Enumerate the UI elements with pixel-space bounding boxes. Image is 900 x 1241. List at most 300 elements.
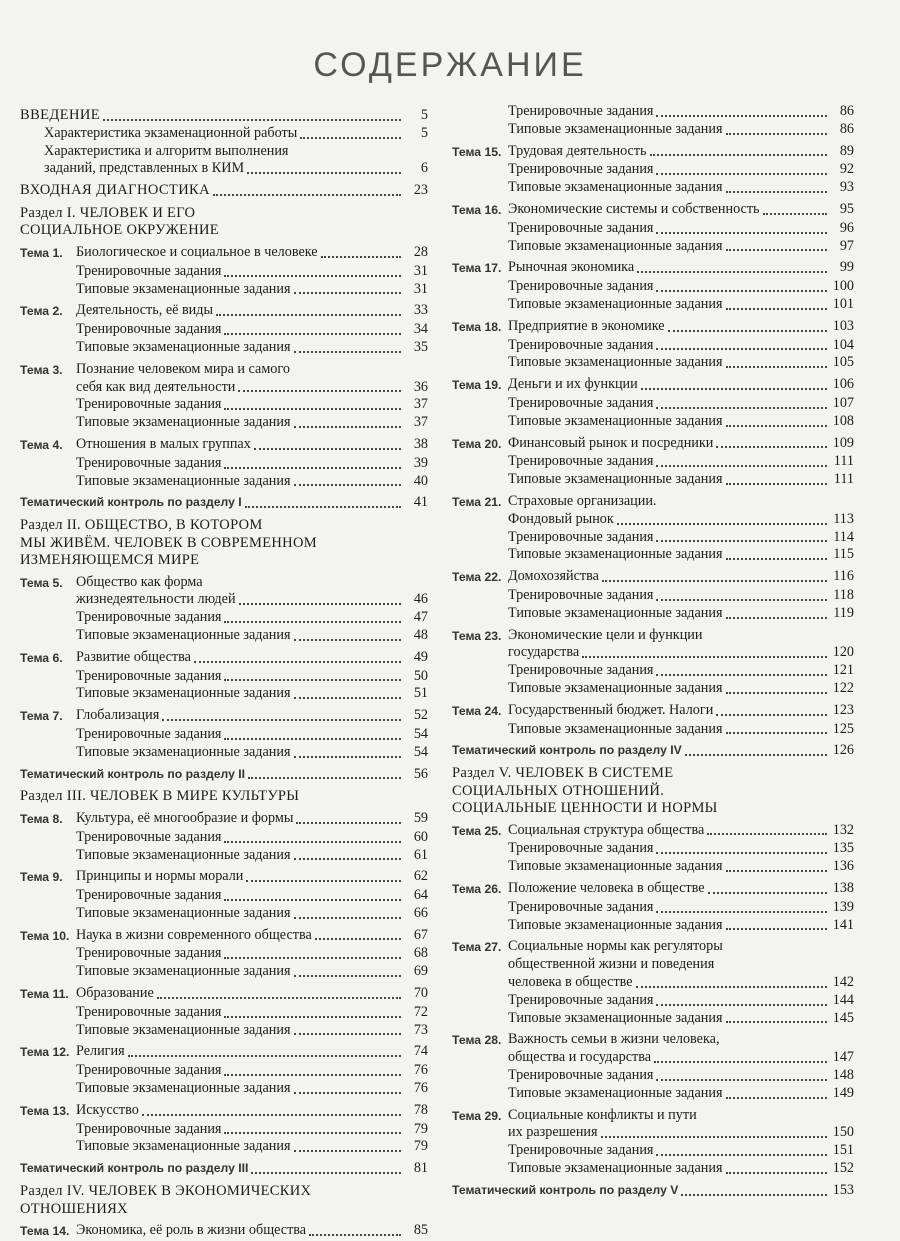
toc-subentry[interactable] — [452, 161, 854, 179]
toc-topic-entry[interactable] — [452, 201, 854, 220]
toc-subentry[interactable] — [452, 899, 854, 917]
toc-subentry[interactable] — [452, 1010, 854, 1028]
toc-subentry[interactable] — [20, 627, 428, 645]
dot-leader — [708, 892, 828, 894]
dot-leader — [315, 938, 401, 940]
entry-title: Типовые экзаменационные задания — [508, 295, 723, 312]
toc-subentry[interactable] — [452, 278, 854, 296]
entry-body — [508, 395, 854, 413]
entry-line — [508, 1049, 854, 1067]
entry-title: Тренировочные задания — [76, 396, 222, 413]
toc-topic-entry[interactable] — [20, 574, 428, 610]
toc-subentry[interactable] — [452, 471, 854, 489]
page-number: 67 — [413, 926, 428, 943]
page-number: 107 — [832, 394, 854, 411]
dot-leader — [650, 154, 827, 156]
entry-body — [508, 471, 854, 489]
entry-line — [508, 296, 854, 314]
page-number: 120 — [832, 644, 854, 661]
page-number: 40 — [413, 472, 428, 489]
toc-subentry[interactable] — [452, 546, 854, 564]
entry-title: Тренировочные задания — [508, 336, 654, 353]
page-number: 126 — [832, 742, 854, 759]
toc-subentry[interactable] — [20, 455, 428, 473]
page-title: СОДЕРЖАНИЕ — [313, 46, 587, 84]
entry-body — [76, 281, 428, 299]
entry-body — [508, 1160, 854, 1178]
dot-leader — [656, 599, 827, 601]
dot-leader — [254, 448, 401, 450]
entry-body — [76, 847, 428, 865]
topic-number: Тема 2. — [20, 304, 63, 319]
entry-line — [76, 414, 428, 432]
toc-subentry[interactable] — [452, 103, 854, 121]
entry-line — [76, 379, 428, 397]
topic-number: Тема 25. — [452, 823, 502, 838]
page-number: 85 — [413, 1222, 428, 1239]
toc-subentry[interactable] — [20, 321, 428, 339]
dot-leader — [726, 1021, 828, 1023]
entry-line — [508, 680, 854, 698]
toc-subentry[interactable] — [452, 354, 854, 372]
page-number: 104 — [832, 336, 854, 353]
entry-title: Тематический контроль по разделу III — [20, 1161, 249, 1176]
entry-body — [508, 721, 854, 739]
topic-number: Тема 10. — [20, 928, 70, 943]
page-number: 99 — [839, 259, 854, 276]
toc-control-entry[interactable] — [20, 494, 428, 512]
dot-leader — [224, 957, 401, 959]
entry-title: жизнедеятельности людей — [76, 591, 236, 608]
entry-line — [44, 160, 428, 178]
entry-title: Глобализация — [76, 707, 160, 724]
topic-number: Тема 4. — [20, 437, 63, 452]
dot-leader — [103, 119, 401, 121]
section-heading — [20, 1183, 428, 1218]
entry-line — [508, 840, 854, 858]
page-number: 92 — [839, 161, 854, 178]
section-heading-line: СОЦИАЛЬНЫХ ОТНОШЕНИЙ. — [452, 782, 665, 799]
entry-body — [508, 992, 854, 1010]
entry-body — [76, 1102, 428, 1120]
entry-title: Тренировочные задания — [76, 609, 222, 626]
entry-body — [508, 354, 854, 372]
page-number: 142 — [832, 973, 854, 990]
page-number: 56 — [413, 765, 428, 782]
toc-subentry[interactable] — [20, 1022, 428, 1040]
entry-body — [76, 361, 428, 397]
dot-leader — [224, 275, 401, 277]
page-number: 50 — [413, 667, 428, 684]
entry-line — [508, 529, 854, 547]
page-number: 150 — [832, 1124, 854, 1141]
entry-title: Тематический контроль по разделу V — [452, 1182, 679, 1197]
page-number: 147 — [832, 1049, 854, 1066]
toc-part-entry[interactable] — [20, 182, 428, 200]
entry-title: Тренировочные задания — [76, 945, 222, 962]
toc-subentry[interactable] — [20, 263, 428, 281]
toc-topic-entry[interactable] — [452, 627, 854, 663]
toc-subentry[interactable] — [20, 887, 428, 905]
entry-title: Типовые экзаменационные задания — [508, 916, 723, 933]
entry-body — [76, 1062, 428, 1080]
entry-body — [508, 121, 854, 139]
toc-subentry[interactable] — [20, 396, 428, 414]
entry-body — [76, 905, 428, 923]
entry-line — [508, 899, 854, 917]
dot-leader — [716, 446, 827, 448]
dot-leader — [294, 426, 402, 428]
entry-title: Типовые экзаменационные задания — [76, 1138, 291, 1155]
page-number: 74 — [413, 1043, 428, 1060]
toc-topic-entry[interactable] — [20, 1222, 428, 1241]
entry-title: Тренировочные задания — [508, 453, 654, 470]
toc-topic-entry[interactable] — [452, 259, 854, 278]
toc-topic-entry[interactable] — [20, 927, 428, 946]
toc-subentry[interactable] — [20, 829, 428, 847]
toc-control-entry[interactable] — [452, 1182, 854, 1200]
toc-topic-entry[interactable] — [452, 318, 854, 337]
page-number: 125 — [832, 720, 854, 737]
dot-leader — [726, 1172, 828, 1174]
dot-leader — [238, 390, 401, 392]
entry-line — [508, 546, 854, 564]
toc-topic-entry[interactable] — [452, 938, 854, 991]
entry-line — [508, 143, 854, 161]
toc-subentry[interactable] — [452, 1085, 854, 1103]
entry-title: Тренировочные задания — [76, 454, 222, 471]
toc-part-entry[interactable] — [20, 107, 428, 125]
entry-title: Тренировочные задания — [76, 1120, 222, 1137]
entry-body — [76, 810, 428, 828]
toc-topic-entry[interactable] — [20, 361, 428, 397]
toc-subentry[interactable] — [20, 414, 428, 432]
toc-subentry[interactable] — [452, 605, 854, 623]
entry-title: Тренировочные задания — [76, 828, 222, 845]
toc-subentry[interactable] — [452, 121, 854, 139]
section-heading-line: ИЗМЕНЯЮЩЕМСЯ МИРЕ — [20, 552, 200, 569]
dot-leader — [726, 483, 828, 485]
toc-subentry[interactable] — [20, 609, 428, 627]
section-heading-line: Раздел II. ОБЩЕСТВО, В КОТОРОМ — [20, 517, 263, 534]
entry-body — [508, 529, 854, 547]
toc-subentry[interactable] — [20, 125, 428, 143]
entry-title: общественной жизни и поведения — [508, 956, 715, 973]
entry-title: Тренировочные задания — [508, 394, 654, 411]
page-number: 31 — [413, 262, 428, 279]
toc-topic-entry[interactable] — [452, 1031, 854, 1067]
entry-body — [76, 414, 428, 432]
section-heading-line: МЫ ЖИВЁМ. ЧЕЛОВЕК В СОВРЕМЕННОМ — [20, 534, 317, 551]
dot-leader — [296, 822, 401, 824]
toc-topic-entry[interactable] — [20, 985, 428, 1004]
dot-leader — [726, 558, 828, 560]
entry-title: Типовые экзаменационные задания — [508, 412, 723, 429]
entry-title: Познание человеком мира и самого — [76, 360, 290, 377]
entry-line — [76, 1121, 428, 1139]
toc-subentry[interactable] — [452, 529, 854, 547]
page-number: 28 — [413, 243, 428, 260]
toc-subentry[interactable] — [452, 1160, 854, 1178]
entry-line — [76, 649, 428, 667]
entry-line — [76, 455, 428, 473]
dot-leader — [300, 137, 401, 139]
entry-title: Типовые экзаменационные задания — [508, 679, 723, 696]
dot-leader — [294, 351, 402, 353]
toc-subentry[interactable] — [20, 963, 428, 981]
dot-leader — [157, 997, 401, 999]
toc-topic-entry[interactable] — [20, 1102, 428, 1121]
dot-leader — [213, 194, 401, 196]
toc-topic-entry[interactable] — [20, 302, 428, 321]
page-number: 113 — [833, 510, 854, 527]
dot-leader — [726, 1097, 828, 1099]
dot-leader — [668, 330, 827, 332]
entry-title: Экономические системы и собственность — [508, 200, 760, 217]
entry-title: Типовые экзаменационные задания — [508, 471, 723, 488]
entry-line — [44, 143, 428, 161]
section-heading-line: СОЦИАЛЬНОЕ ОКРУЖЕНИЕ — [20, 222, 219, 239]
toc-subentry[interactable] — [452, 680, 854, 698]
entry-title: Типовые экзаменационные задания — [508, 858, 723, 875]
entry-line — [508, 337, 854, 355]
entry-body — [44, 143, 428, 179]
toc-subentry[interactable] — [452, 662, 854, 680]
entry-body — [508, 702, 854, 720]
entry-line — [76, 263, 428, 281]
page-number: 6 — [420, 160, 428, 177]
entry-title: Финансовый рынок и посредники — [508, 434, 714, 451]
topic-number: Тема 6. — [20, 650, 63, 665]
entry-title: Развитие общества — [76, 648, 191, 665]
toc-subentry[interactable] — [20, 726, 428, 744]
dot-leader — [247, 172, 401, 174]
entry-title: Общество как форма — [76, 573, 203, 590]
toc-topic-entry[interactable] — [20, 244, 428, 263]
topic-number: Тема 12. — [20, 1045, 70, 1060]
page-number: 38 — [413, 435, 428, 452]
toc-subentry[interactable] — [452, 453, 854, 471]
entry-line — [76, 1138, 428, 1156]
toc-subentry[interactable] — [452, 587, 854, 605]
entry-title: Тренировочные задания — [76, 262, 222, 279]
toc-control-entry[interactable] — [452, 742, 854, 760]
toc-subentry[interactable] — [452, 238, 854, 256]
page-number: 105 — [832, 354, 854, 371]
entry-body — [20, 182, 428, 200]
dot-leader — [726, 308, 828, 310]
entry-body — [76, 927, 428, 945]
page-number: 23 — [413, 182, 428, 199]
page-number: 111 — [833, 471, 854, 488]
toc-subentry[interactable] — [452, 1142, 854, 1160]
toc-subentry[interactable] — [20, 945, 428, 963]
toc-subentry[interactable] — [20, 1080, 428, 1098]
dot-leader — [239, 603, 401, 605]
entry-body — [508, 840, 854, 858]
toc-subentry[interactable] — [20, 339, 428, 357]
page-number: 145 — [832, 1009, 854, 1026]
page-number: 114 — [833, 528, 854, 545]
entry-title: Типовые экзаменационные задания — [76, 338, 291, 355]
entry-line — [76, 1222, 428, 1240]
toc-subentry[interactable] — [452, 917, 854, 935]
entry-line — [76, 574, 428, 592]
entry-line — [20, 182, 428, 200]
toc-subentry[interactable] — [452, 413, 854, 431]
entry-body — [508, 917, 854, 935]
entry-body — [508, 938, 854, 991]
toc-subentry[interactable] — [452, 395, 854, 413]
entry-body — [508, 453, 854, 471]
entry-line — [508, 938, 854, 956]
page-number: 122 — [832, 679, 854, 696]
entry-title: Домохозяйства — [508, 568, 599, 585]
toc-topic-entry[interactable] — [20, 649, 428, 668]
toc-subentry[interactable] — [20, 1004, 428, 1022]
dot-leader — [294, 858, 402, 860]
toc-topic-entry[interactable] — [20, 1043, 428, 1062]
toc-subentry[interactable] — [452, 296, 854, 314]
toc-control-entry[interactable] — [20, 766, 428, 784]
entry-line — [508, 354, 854, 372]
page-number: 132 — [832, 821, 854, 838]
toc-subentry[interactable] — [20, 281, 428, 299]
entry-line — [508, 259, 854, 277]
toc-subentry[interactable] — [20, 744, 428, 762]
toc-control-entry[interactable] — [20, 1160, 428, 1178]
toc-subentry[interactable] — [452, 220, 854, 238]
toc-topic-entry[interactable] — [20, 436, 428, 455]
entry-body — [76, 1080, 428, 1098]
toc-subentry[interactable] — [20, 905, 428, 923]
entry-line — [76, 668, 428, 686]
topic-number: Тема 28. — [452, 1033, 502, 1048]
entry-body — [76, 744, 428, 762]
dot-leader — [656, 232, 827, 234]
toc-subentry[interactable] — [452, 721, 854, 739]
toc-topic-entry[interactable] — [452, 376, 854, 395]
dot-leader — [128, 1055, 401, 1057]
entry-line — [508, 238, 854, 256]
toc-subentry[interactable] — [20, 143, 428, 179]
toc-subentry[interactable] — [20, 1062, 428, 1080]
topic-number: Тема 23. — [452, 628, 502, 643]
toc-topic-entry[interactable] — [452, 435, 854, 454]
entry-title: Наука в жизни современного общества — [76, 926, 312, 943]
entry-body — [508, 680, 854, 698]
dot-leader — [194, 661, 401, 663]
entry-body — [44, 125, 428, 143]
entry-body — [508, 1085, 854, 1103]
page-number: 73 — [413, 1021, 428, 1038]
topic-number: Тема 24. — [452, 703, 502, 718]
toc-topic-entry[interactable] — [452, 702, 854, 721]
toc-subentry[interactable] — [452, 337, 854, 355]
toc-subentry[interactable] — [452, 840, 854, 858]
dot-leader — [656, 115, 827, 117]
entry-line — [508, 1085, 854, 1103]
toc-topic-entry[interactable] — [452, 143, 854, 162]
entry-body — [508, 238, 854, 256]
topic-number: Тема 16. — [452, 202, 502, 217]
page-number: 106 — [832, 376, 854, 393]
page-number: 93 — [839, 179, 854, 196]
dot-leader — [582, 656, 827, 658]
toc-subentry[interactable] — [20, 1121, 428, 1139]
entry-title: Типовые экзаменационные задания — [76, 743, 291, 760]
toc-subentry[interactable] — [20, 668, 428, 686]
toc-subentry[interactable] — [452, 1067, 854, 1085]
entry-line — [76, 281, 428, 299]
entry-body — [76, 963, 428, 981]
section-heading-line: Раздел III. ЧЕЛОВЕК В МИРЕ КУЛЬТУРЫ — [20, 788, 300, 805]
page-number: 138 — [832, 879, 854, 896]
toc-topic-entry[interactable] — [452, 568, 854, 587]
page-number: 144 — [832, 991, 854, 1008]
toc-subentry[interactable] — [452, 858, 854, 876]
entry-body — [76, 868, 428, 886]
entry-body — [508, 822, 854, 840]
entry-body — [76, 627, 428, 645]
entry-line — [508, 161, 854, 179]
entry-line — [508, 179, 854, 197]
page-number: 123 — [832, 701, 854, 718]
dot-leader — [294, 1150, 402, 1152]
page-number: 51 — [413, 685, 428, 702]
toc-topic-entry[interactable] — [20, 707, 428, 726]
toc-subentry[interactable] — [20, 473, 428, 491]
section-heading — [20, 205, 428, 240]
toc-subentry[interactable] — [452, 992, 854, 1010]
toc-subentry[interactable] — [20, 1138, 428, 1156]
toc-subentry[interactable] — [452, 179, 854, 197]
dot-leader — [162, 719, 401, 721]
toc-subentry[interactable] — [20, 847, 428, 865]
toc-topic-entry[interactable] — [452, 880, 854, 899]
toc-topic-entry[interactable] — [452, 822, 854, 841]
entry-line — [508, 1010, 854, 1028]
entry-line — [508, 721, 854, 739]
page-number: 86 — [839, 103, 854, 119]
entry-body — [508, 1010, 854, 1028]
entry-title: Типовые экзаменационные задания — [76, 846, 291, 863]
toc-topic-entry[interactable] — [452, 493, 854, 529]
entry-line — [76, 1022, 428, 1040]
section-heading — [20, 788, 428, 806]
topic-number: Тема 27. — [452, 940, 502, 955]
page-number: 5 — [420, 107, 428, 123]
entry-body — [508, 337, 854, 355]
entry-body — [20, 766, 428, 784]
page-number: 153 — [832, 1181, 854, 1198]
entry-line — [76, 1062, 428, 1080]
toc-subentry[interactable] — [20, 685, 428, 703]
entry-body — [508, 627, 854, 663]
entry-line — [508, 956, 854, 974]
toc-topic-entry[interactable] — [20, 868, 428, 887]
toc-topic-entry[interactable] — [452, 1107, 854, 1143]
topic-number: Тема 22. — [452, 570, 502, 585]
entry-body — [508, 161, 854, 179]
entry-title: человека в обществе — [508, 973, 633, 990]
entry-title: Тренировочные задания — [508, 662, 654, 679]
entry-body — [76, 685, 428, 703]
entry-body — [76, 339, 428, 357]
entry-title: Типовые экзаменационные задания — [76, 280, 291, 297]
dot-leader — [294, 292, 402, 294]
toc-topic-entry[interactable] — [20, 810, 428, 829]
